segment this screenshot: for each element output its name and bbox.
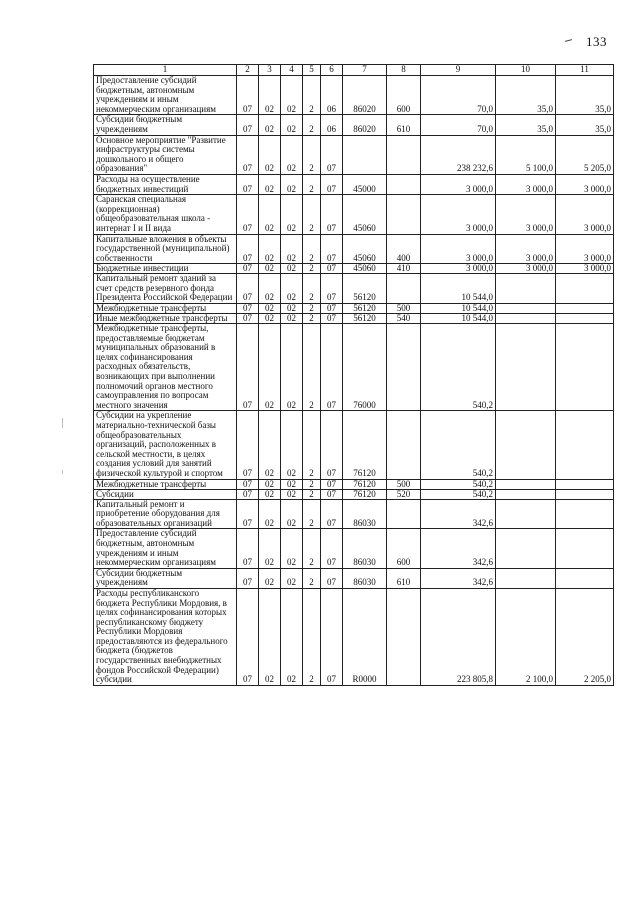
table-row bbox=[94, 76, 614, 115]
program-code-cell: 02 bbox=[281, 234, 303, 264]
expense-type-cell: 400 bbox=[387, 234, 421, 264]
subprogram-code-cell: 2 bbox=[303, 274, 321, 304]
table-row bbox=[94, 479, 614, 489]
column-header: 6 bbox=[321, 65, 343, 76]
amount-cell: 342,6 bbox=[421, 529, 496, 568]
amount-next-year-cell bbox=[496, 274, 556, 304]
section-code-cell: 07 bbox=[237, 195, 259, 234]
amount-cell: 3 000,0 bbox=[421, 264, 496, 274]
amount-plan-year-cell bbox=[556, 314, 614, 324]
column-header: 2 bbox=[237, 65, 259, 76]
event-code-cell: 07 bbox=[321, 588, 343, 685]
table-row bbox=[94, 314, 614, 324]
subsection-code-cell: 02 bbox=[259, 324, 281, 411]
target-article-cell: 86030 bbox=[343, 568, 387, 588]
target-article-cell: R0000 bbox=[343, 588, 387, 685]
amount-next-year-cell bbox=[496, 568, 556, 588]
subprogram-code-cell: 2 bbox=[303, 234, 321, 264]
amount-plan-year-cell: 3 000,0 bbox=[556, 264, 614, 274]
program-code-cell: 02 bbox=[281, 489, 303, 499]
amount-plan-year-cell: 3 000,0 bbox=[556, 195, 614, 234]
table-row bbox=[94, 174, 614, 194]
row-name-cell: Основное мероприятие "Развитие инфраструктуры системы дошкольного и общего образования" bbox=[94, 135, 237, 174]
event-code-cell: 07 bbox=[321, 174, 343, 194]
amount-cell: 540,2 bbox=[421, 489, 496, 499]
handwritten-tick-mark bbox=[565, 39, 572, 42]
amount-next-year-cell: 3 000,0 bbox=[496, 195, 556, 234]
target-article-cell: 86020 bbox=[343, 76, 387, 115]
section-code-cell: 07 bbox=[237, 174, 259, 194]
program-code-cell: 02 bbox=[281, 499, 303, 529]
event-code-cell: 07 bbox=[321, 529, 343, 568]
amount-next-year-cell bbox=[496, 499, 556, 529]
subsection-code-cell: 02 bbox=[259, 588, 281, 685]
row-name-cell: Субсидии бюджетным учреждениям bbox=[94, 115, 237, 135]
section-code-cell: 07 bbox=[237, 499, 259, 529]
program-code-cell: 02 bbox=[281, 304, 303, 314]
section-code-cell: 07 bbox=[237, 411, 259, 479]
table-row bbox=[94, 324, 614, 411]
target-article-cell: 45060 bbox=[343, 195, 387, 234]
table-row bbox=[94, 568, 614, 588]
column-header: 11 bbox=[556, 65, 614, 76]
amount-next-year-cell bbox=[496, 314, 556, 324]
subsection-code-cell: 02 bbox=[259, 479, 281, 489]
subprogram-code-cell: 2 bbox=[303, 324, 321, 411]
margin-mark bbox=[62, 418, 63, 428]
subprogram-code-cell: 2 bbox=[303, 174, 321, 194]
target-article-cell: 56120 bbox=[343, 314, 387, 324]
row-name-cell: Капитальный ремонт и приобретение оборудования для образовательных организаций bbox=[94, 499, 237, 529]
row-name-cell: Расходы на осуществление бюджетных инвестиций bbox=[94, 174, 237, 194]
subprogram-code-cell: 2 bbox=[303, 489, 321, 499]
subsection-code-cell: 02 bbox=[259, 135, 281, 174]
amount-plan-year-cell: 2 205,0 bbox=[556, 588, 614, 685]
amount-cell: 10 544,0 bbox=[421, 304, 496, 314]
program-code-cell: 02 bbox=[281, 195, 303, 234]
margin-mark bbox=[62, 470, 63, 474]
program-code-cell: 02 bbox=[281, 588, 303, 685]
expense-type-cell: 540 bbox=[387, 314, 421, 324]
section-code-cell: 07 bbox=[237, 304, 259, 314]
row-name-cell: Субсидии bbox=[94, 489, 237, 499]
event-code-cell: 07 bbox=[321, 324, 343, 411]
subprogram-code-cell: 2 bbox=[303, 411, 321, 479]
event-code-cell: 07 bbox=[321, 274, 343, 304]
section-code-cell: 07 bbox=[237, 76, 259, 115]
subsection-code-cell: 02 bbox=[259, 195, 281, 234]
expense-type-cell: 610 bbox=[387, 568, 421, 588]
section-code-cell: 07 bbox=[237, 314, 259, 324]
program-code-cell: 02 bbox=[281, 274, 303, 304]
program-code-cell: 02 bbox=[281, 76, 303, 115]
event-code-cell: 07 bbox=[321, 304, 343, 314]
row-name-cell: Капитальный ремонт зданий за счет средств резервного фонда Президента Российской Федерации bbox=[94, 274, 237, 304]
target-article-cell: 56120 bbox=[343, 274, 387, 304]
column-header: 4 bbox=[281, 65, 303, 76]
amount-next-year-cell: 3 000,0 bbox=[496, 234, 556, 264]
target-article-cell: 86020 bbox=[343, 115, 387, 135]
amount-plan-year-cell bbox=[556, 489, 614, 499]
subsection-code-cell: 02 bbox=[259, 314, 281, 324]
amount-plan-year-cell bbox=[556, 411, 614, 479]
expense-type-cell: 500 bbox=[387, 479, 421, 489]
table-body bbox=[94, 76, 614, 686]
expense-type-cell bbox=[387, 195, 421, 234]
column-header: 7 bbox=[343, 65, 387, 76]
section-code-cell: 07 bbox=[237, 568, 259, 588]
table-row bbox=[94, 411, 614, 479]
subsection-code-cell: 02 bbox=[259, 115, 281, 135]
subsection-code-cell: 02 bbox=[259, 174, 281, 194]
section-code-cell: 07 bbox=[237, 115, 259, 135]
program-code-cell: 02 bbox=[281, 314, 303, 324]
event-code-cell: 07 bbox=[321, 135, 343, 174]
subprogram-code-cell: 2 bbox=[303, 115, 321, 135]
table-header-row bbox=[94, 65, 614, 76]
amount-plan-year-cell: 35,0 bbox=[556, 76, 614, 115]
amount-cell: 70,0 bbox=[421, 115, 496, 135]
program-code-cell: 02 bbox=[281, 411, 303, 479]
column-header: 3 bbox=[259, 65, 281, 76]
target-article-cell: 76000 bbox=[343, 324, 387, 411]
table-row bbox=[94, 115, 614, 135]
program-code-cell: 02 bbox=[281, 264, 303, 274]
section-code-cell: 07 bbox=[237, 135, 259, 174]
event-code-cell: 07 bbox=[321, 568, 343, 588]
amount-cell: 540,2 bbox=[421, 324, 496, 411]
amount-plan-year-cell bbox=[556, 304, 614, 314]
amount-plan-year-cell bbox=[556, 499, 614, 529]
event-code-cell: 07 bbox=[321, 264, 343, 274]
amount-next-year-cell bbox=[496, 489, 556, 499]
event-code-cell: 07 bbox=[321, 489, 343, 499]
subprogram-code-cell: 2 bbox=[303, 499, 321, 529]
amount-cell: 70,0 bbox=[421, 76, 496, 115]
amount-plan-year-cell: 35,0 bbox=[556, 115, 614, 135]
amount-cell: 238 232,6 bbox=[421, 135, 496, 174]
subprogram-code-cell: 2 bbox=[303, 529, 321, 568]
table-row bbox=[94, 135, 614, 174]
amount-next-year-cell: 3 000,0 bbox=[496, 174, 556, 194]
amount-cell: 540,2 bbox=[421, 411, 496, 479]
amount-cell: 540,2 bbox=[421, 479, 496, 489]
target-article-cell bbox=[343, 135, 387, 174]
target-article-cell: 76120 bbox=[343, 479, 387, 489]
row-name-cell: Расходы республиканского бюджета Республики Мордовия, в целях софинансирования которых республиканскому бюджету Республики Мордовия предоставляются из федерального бюджета (бюджетов государственных внебюджетных фондов Российской Федерации) субсидии bbox=[94, 588, 237, 685]
table-row bbox=[94, 304, 614, 314]
section-code-cell: 07 bbox=[237, 529, 259, 568]
amount-plan-year-cell bbox=[556, 568, 614, 588]
program-code-cell: 02 bbox=[281, 115, 303, 135]
subsection-code-cell: 02 bbox=[259, 76, 281, 115]
amount-next-year-cell bbox=[496, 304, 556, 314]
subprogram-code-cell: 2 bbox=[303, 195, 321, 234]
target-article-cell: 86030 bbox=[343, 499, 387, 529]
amount-cell: 342,6 bbox=[421, 568, 496, 588]
expense-type-cell bbox=[387, 588, 421, 685]
page-number: 133 bbox=[586, 34, 607, 49]
expense-type-cell: 600 bbox=[387, 76, 421, 115]
target-article-cell: 45060 bbox=[343, 234, 387, 264]
target-article-cell: 76120 bbox=[343, 489, 387, 499]
table-row bbox=[94, 499, 614, 529]
amount-cell: 342,6 bbox=[421, 499, 496, 529]
row-name-cell: Межбюджетные трансферты bbox=[94, 479, 237, 489]
subprogram-code-cell: 2 bbox=[303, 135, 321, 174]
amount-next-year-cell: 2 100,0 bbox=[496, 588, 556, 685]
amount-next-year-cell: 5 100,0 bbox=[496, 135, 556, 174]
event-code-cell: 07 bbox=[321, 479, 343, 489]
program-code-cell: 02 bbox=[281, 529, 303, 568]
subsection-code-cell: 02 bbox=[259, 499, 281, 529]
subsection-code-cell: 02 bbox=[259, 489, 281, 499]
amount-cell: 3 000,0 bbox=[421, 234, 496, 264]
target-article-cell: 86030 bbox=[343, 529, 387, 568]
expense-type-cell bbox=[387, 499, 421, 529]
row-name-cell: Межбюджетные трансферты, предоставляемые бюджетам муниципальных образований в целях софинансирования расходных обязательств, возникающих при выполнении полномочий органов местного самоуправления по вопросам местного значения bbox=[94, 324, 237, 411]
expense-type-cell: 600 bbox=[387, 529, 421, 568]
row-name-cell: Предоставление субсидий бюджетным, автономным учреждениям и иным некоммерческим организациям bbox=[94, 76, 237, 115]
subsection-code-cell: 02 bbox=[259, 304, 281, 314]
subprogram-code-cell: 2 bbox=[303, 264, 321, 274]
section-code-cell: 07 bbox=[237, 234, 259, 264]
amount-next-year-cell bbox=[496, 324, 556, 411]
event-code-cell: 06 bbox=[321, 115, 343, 135]
target-article-cell: 56120 bbox=[343, 304, 387, 314]
subsection-code-cell: 02 bbox=[259, 234, 281, 264]
table-row bbox=[94, 529, 614, 568]
budget-table bbox=[93, 64, 614, 686]
subsection-code-cell: 02 bbox=[259, 568, 281, 588]
amount-plan-year-cell: 3 000,0 bbox=[556, 174, 614, 194]
row-name-cell: Предоставление субсидий бюджетным, автономным учреждениям и иным некоммерческим организациям bbox=[94, 529, 237, 568]
column-header: 1 bbox=[94, 65, 237, 76]
expense-type-cell bbox=[387, 135, 421, 174]
section-code-cell: 07 bbox=[237, 264, 259, 274]
program-code-cell: 02 bbox=[281, 324, 303, 411]
row-name-cell: Капитальные вложения в объекты государственной (муниципальной) собственности bbox=[94, 234, 237, 264]
amount-plan-year-cell bbox=[556, 479, 614, 489]
amount-next-year-cell: 3 000,0 bbox=[496, 264, 556, 274]
event-code-cell: 07 bbox=[321, 411, 343, 479]
row-name-cell: Саранская специальная (коррекционная) общеобразовательная школа - интернат I и II вида bbox=[94, 195, 237, 234]
expense-type-cell: 500 bbox=[387, 304, 421, 314]
expense-type-cell bbox=[387, 324, 421, 411]
subsection-code-cell: 02 bbox=[259, 411, 281, 479]
row-name-cell: Иные межбюджетные трансферты bbox=[94, 314, 237, 324]
program-code-cell: 02 bbox=[281, 135, 303, 174]
row-name-cell: Субсидии на укрепление материально-технической базы общеобразовательных организаций, расположенных в сельской местности, в целях создания условий для занятий физической культурой и спортом bbox=[94, 411, 237, 479]
amount-next-year-cell: 35,0 bbox=[496, 76, 556, 115]
section-code-cell: 07 bbox=[237, 274, 259, 304]
subprogram-code-cell: 2 bbox=[303, 76, 321, 115]
amount-next-year-cell: 35,0 bbox=[496, 115, 556, 135]
section-code-cell: 07 bbox=[237, 479, 259, 489]
expense-type-cell: 610 bbox=[387, 115, 421, 135]
column-header: 8 bbox=[387, 65, 421, 76]
amount-next-year-cell bbox=[496, 411, 556, 479]
row-name-cell: Бюджетные инвестиции bbox=[94, 264, 237, 274]
section-code-cell: 07 bbox=[237, 324, 259, 411]
expense-type-cell bbox=[387, 411, 421, 479]
amount-cell: 10 544,0 bbox=[421, 314, 496, 324]
subsection-code-cell: 02 bbox=[259, 264, 281, 274]
column-header: 9 bbox=[421, 65, 496, 76]
program-code-cell: 02 bbox=[281, 479, 303, 489]
amount-cell: 3 000,0 bbox=[421, 174, 496, 194]
table-row bbox=[94, 588, 614, 685]
amount-cell: 10 544,0 bbox=[421, 274, 496, 304]
event-code-cell: 06 bbox=[321, 76, 343, 115]
table-row bbox=[94, 274, 614, 304]
section-code-cell: 07 bbox=[237, 489, 259, 499]
expense-type-cell bbox=[387, 174, 421, 194]
row-name-cell: Субсидии бюджетным учреждениям bbox=[94, 568, 237, 588]
target-article-cell: 76120 bbox=[343, 411, 387, 479]
amount-cell: 3 000,0 bbox=[421, 195, 496, 234]
subprogram-code-cell: 2 bbox=[303, 588, 321, 685]
program-code-cell: 02 bbox=[281, 568, 303, 588]
expense-type-cell bbox=[387, 274, 421, 304]
program-code-cell: 02 bbox=[281, 174, 303, 194]
amount-cell: 223 805,8 bbox=[421, 588, 496, 685]
subprogram-code-cell: 2 bbox=[303, 304, 321, 314]
amount-next-year-cell bbox=[496, 529, 556, 568]
target-article-cell: 45000 bbox=[343, 174, 387, 194]
expense-type-cell: 410 bbox=[387, 264, 421, 274]
event-code-cell: 07 bbox=[321, 314, 343, 324]
amount-next-year-cell bbox=[496, 479, 556, 489]
subprogram-code-cell: 2 bbox=[303, 568, 321, 588]
subprogram-code-cell: 2 bbox=[303, 314, 321, 324]
amount-plan-year-cell bbox=[556, 324, 614, 411]
table-row bbox=[94, 234, 614, 264]
event-code-cell: 07 bbox=[321, 499, 343, 529]
subsection-code-cell: 02 bbox=[259, 274, 281, 304]
section-code-cell: 07 bbox=[237, 588, 259, 685]
amount-plan-year-cell bbox=[556, 274, 614, 304]
column-header: 5 bbox=[303, 65, 321, 76]
amount-plan-year-cell: 5 205,0 bbox=[556, 135, 614, 174]
table-row bbox=[94, 264, 614, 274]
column-header: 10 bbox=[496, 65, 556, 76]
amount-plan-year-cell bbox=[556, 529, 614, 568]
amount-plan-year-cell: 3 000,0 bbox=[556, 234, 614, 264]
subprogram-code-cell: 2 bbox=[303, 479, 321, 489]
event-code-cell: 07 bbox=[321, 195, 343, 234]
row-name-cell: Межбюджетные трансферты bbox=[94, 304, 237, 314]
table-row bbox=[94, 489, 614, 499]
table-row bbox=[94, 195, 614, 234]
subsection-code-cell: 02 bbox=[259, 529, 281, 568]
target-article-cell: 45060 bbox=[343, 264, 387, 274]
expense-type-cell: 520 bbox=[387, 489, 421, 499]
event-code-cell: 07 bbox=[321, 234, 343, 264]
